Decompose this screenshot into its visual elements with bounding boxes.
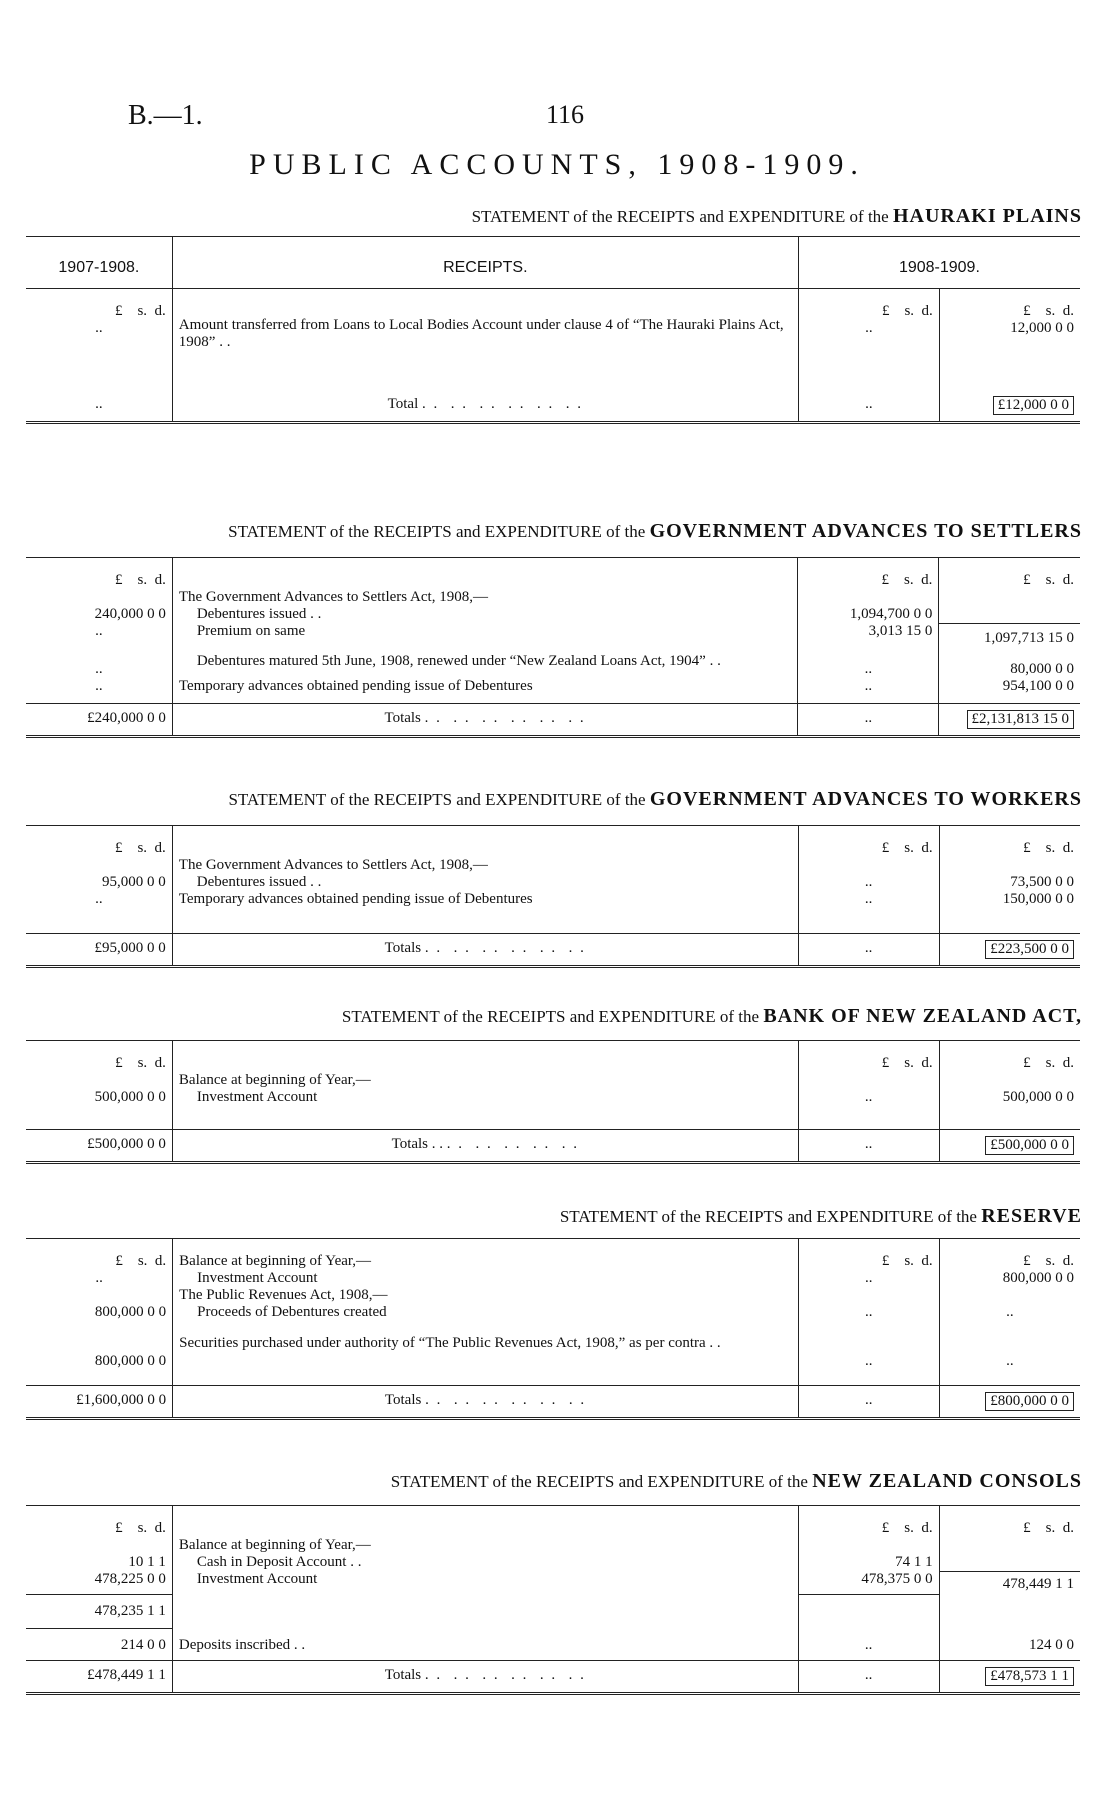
units-a: £ s. d. [798,289,939,321]
consols-title-name: NEW ZEALAND CONSOLS [812,1470,1082,1492]
reserve-title-prefix: STATEMENT of the RECEIPTS and EXPENDITURE of the [559,1207,977,1226]
total-a: .. [798,390,939,423]
workers-table [26,825,1080,968]
workers-title [228,788,1082,811]
workers-title-name: GOVERNMENT ADVANCES TO WORKERS [649,788,1082,810]
units-row [26,289,1080,321]
reserve-title [560,1205,1082,1228]
table-row: Balance at beginning of Year,— [26,1537,1080,1554]
total-row: £478,449 1 1 Totals . . . . . . . . . . . . .. £478,573 1 1 [26,1661,1080,1694]
settlers-title [228,520,1082,543]
table-row: 10 1 1 Cash in Deposit Account . . 74 1 1 [26,1554,1080,1571]
reserve-table [26,1238,1080,1420]
table-row: The Government Advances to Settlers Act, 1908,— [26,857,1080,874]
hauraki-table [26,236,1080,424]
bank-title-prefix: STATEMENT of the RECEIPTS and EXPENDITURE of the [341,1007,760,1026]
bank-title-name: BANK OF NEW ZEALAND ACT, [763,1005,1082,1027]
table-row: .. Premium on same 3,013 15 0 1,097,713 15 0 [26,623,1080,647]
table-row: .. Investment Account .. 800,000 0 0 [26,1270,1080,1287]
total-b: £12,000 0 0 [939,390,1080,423]
settlers-title-prefix: STATEMENT of the RECEIPTS and EXPENDITURE of the [228,522,646,541]
table-row: 478,235 1 1 [26,1595,1080,1629]
row-desc: Amount transferred from Loans to Local Bodies Account under clause 4 of “The Hauraki Plains Act, 1908” . . [172,289,798,391]
table-row: 478,225 0 0 Investment Account 478,375 0 0 478,449 1 1 [26,1571,1080,1595]
bank-table [26,1040,1080,1164]
col-curr-year: 1908-1909. [798,237,1080,289]
workers-title-prefix: STATEMENT of the RECEIPTS and EXPENDITURE of the [228,790,646,809]
units-row: £ s. d. £ s. d. £ s. d. [26,558,1080,590]
table-row: 95,000 0 0 Debentures issued . . .. 73,500 0 0 [26,874,1080,891]
total-row: £95,000 0 0 Totals . . . . . . . . . . . . .. £223,500 0 0 [26,933,1080,966]
hauraki-title-name: HAURAKI PLAINS [892,205,1082,227]
total-row: £240,000 0 0 Totals . . . . . . . . . . . . .. £2,131,813 15 0 [26,703,1080,736]
hauraki-title-prefix: STATEMENT of the RECEIPTS and EXPENDITURE of the [471,207,889,226]
page-ref: B.—1. [128,100,203,131]
consols-title-prefix: STATEMENT of the RECEIPTS and EXPENDITURE of the [390,1472,808,1491]
total-label: Total . . . . . . . . . . . . [172,390,798,423]
total-row: £1,600,000 0 0 Totals . . . . . . . . . . . . .. £800,000 0 0 [26,1385,1080,1418]
consols-title [391,1470,1082,1493]
table-row: 214 0 0 Deposits inscribed . . .. 124 0 0 [26,1629,1080,1661]
consols-table [26,1505,1080,1695]
settlers-table [26,557,1080,738]
units-row: £ s. d. £ s. d. £ s. d. [26,1041,1080,1073]
cell-prev: .. [26,320,172,390]
table-row: .. Debentures matured 5th June, 1908, renewed under “New Zealand Loans Act, 1904” . . .. 80,000 0 0 [26,647,1080,678]
table-row: .. Temporary advances obtained pending issue of Debentures .. 954,100 0 0 [26,678,1080,704]
table-row [26,589,1080,606]
header-row [26,237,1080,289]
cell-a: .. [798,320,939,390]
table-row: Balance at beginning of Year,— [26,1072,1080,1089]
units-row: £ s. d. Balance at beginning of Year,— £ s. d. £ s. d. [26,1239,1080,1271]
total-row [26,390,1080,423]
settlers-title-name: GOVERNMENT ADVANCES TO SETTLERS [649,520,1082,542]
table-row: 500,000 0 0 Investment Account .. 500,000 0 0 [26,1089,1080,1129]
col-receipts: RECEIPTS. [172,237,798,289]
units-b: £ s. d. [1023,303,1074,319]
units-row: £ s. d. £ s. d. £ s. d. [26,826,1080,858]
total-prev: .. [26,390,172,423]
col-prev-year: 1907-1908. [26,237,172,289]
table-row: The Public Revenues Act, 1908,— [26,1287,1080,1304]
hauraki-title [472,205,1082,228]
table-row: 800,000 0 0 Securities purchased under authority of “The Public Revenues Act, 1908,” as per contra . . .. .. [26,1321,1080,1385]
act-heading: The Government Advances to Settlers Act, 1908,— [172,589,797,606]
table-row: .. Temporary advances obtained pending issue of Debentures .. 150,000 0 0 [26,891,1080,933]
table-row: 240,000 0 0 Debentures issued . . 1,094,700 0 0 [26,606,1080,623]
bank-title [342,1005,1082,1028]
units-prev: £ s. d. [26,289,172,321]
total-row: £500,000 0 0 Totals . . . . . . . . . . . . .. £500,000 0 0 [26,1129,1080,1162]
table-row: 800,000 0 0 Proceeds of Debentures created .. .. [26,1304,1080,1321]
page-number: 116 [546,100,585,129]
reserve-title-name: RESERVE [981,1205,1082,1227]
cell-b: 12,000 0 0 [1010,320,1074,336]
units-row: £ s. d. £ s. d. £ s. d. [26,1506,1080,1538]
page-title: PUBLIC ACCOUNTS, 1908-1909. [249,148,865,181]
